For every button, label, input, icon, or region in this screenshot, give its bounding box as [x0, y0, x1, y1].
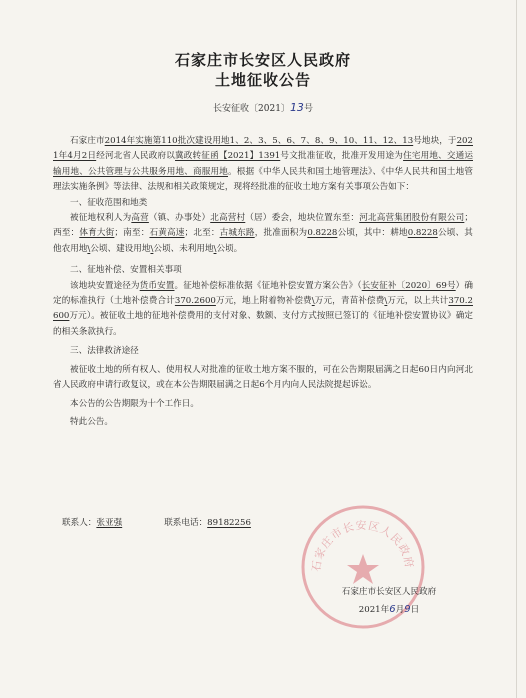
intro-text: 号地块，于	[413, 136, 457, 146]
s1-text: 公顷、建设用地	[90, 243, 151, 254]
s1-text: 公顷。	[216, 243, 243, 254]
s2-attachment-compensation: \	[311, 296, 315, 307]
s1-text: 被征地权利人为	[70, 213, 132, 224]
notice-period: 本公告的公告期限为十个工作日。	[70, 398, 199, 409]
scan-edge	[516, 0, 517, 698]
s1-text: ；南至：	[114, 228, 150, 239]
s1-text: ，批准面积为	[254, 228, 308, 239]
doc-number-suffix: 号	[303, 104, 313, 114]
signature-day: 9	[404, 604, 411, 615]
signature-year: 2021年	[358, 605, 390, 615]
signature-org: 石家庄市长安区人民政府	[341, 587, 437, 597]
s1-other-farm-area: \	[87, 243, 91, 254]
s1-north-boundary: 古城东路	[219, 228, 255, 239]
s1-east-boundary: 河北高营集团股份有限公司	[359, 213, 465, 224]
s1-text: 公顷，其中：耕地	[337, 228, 408, 239]
contact-person-label: 联系人：	[62, 518, 97, 528]
contact-phone-label: 联系电话：	[164, 518, 208, 528]
s1-text: 公顷、其他农用地	[53, 228, 473, 254]
s2-text: 万元，以上共计	[387, 296, 449, 307]
section3-heading: 三、法律救济途径	[70, 346, 139, 357]
section2-paragraph	[53, 279, 473, 341]
intro-text: 号文批准征收，批准开发用途为	[280, 151, 404, 162]
section1-paragraph	[53, 211, 473, 257]
seal-text: 石家庄市长安区人民政府	[309, 518, 417, 573]
s2-text: 万元）。被征收土地的征地补偿费用的支付对象、数额、支付方式按照已签订的《征地补偿安置协议》确定的相关条款执行。	[53, 311, 473, 337]
signature-date	[314, 601, 464, 619]
intro-text: 经河北省人民政府以	[96, 151, 176, 162]
doc-number-handwritten: 13	[289, 101, 304, 114]
intro-paragraph	[53, 134, 473, 196]
section1-heading: 一、征收范围和地类	[70, 197, 148, 208]
seal-star-icon	[347, 554, 379, 584]
intro-land-use: 住宅用地、交通运输用地、公共管理与公共服务用地、商服用地	[53, 151, 473, 177]
s2-text: 万元，地上附着物补偿费	[215, 296, 312, 307]
s2-text: ）确定的标准执行（土地补偿费合计	[53, 280, 473, 307]
s2-crop-compensation: \	[384, 296, 388, 307]
notice-body	[53, 134, 473, 430]
contact-info	[62, 516, 422, 528]
s1-town: 高营	[131, 213, 149, 224]
closing-remark: 特此公告。	[70, 416, 113, 427]
s2-land-compensation: 370.2600	[174, 296, 216, 307]
intro-text: 石家庄市	[70, 136, 105, 146]
s2-total-compensation: 370.2600	[53, 296, 473, 322]
s1-construction-area: \	[150, 243, 154, 254]
s1-farmland-area: 0.8228	[407, 228, 438, 239]
contact-person: 张亚强	[96, 518, 123, 528]
intro-approval-doc: 冀政转征函【2021】1391	[175, 151, 281, 162]
section3-paragraph: 被征收土地的所有权人、使用权人对批准的征收土地方案不服的，可在公告期限届满之日起60日内向河北省人民政府申请行政复议，或在本公告期限届满之日起6个月内向人民法院提起诉讼。	[53, 364, 473, 391]
s1-unused-area: \	[213, 243, 217, 254]
s2-plan-doc: 长安征补〔2020〕69号	[361, 280, 456, 291]
intro-text: 。根据《中华人民共和国土地管理法》、《中华人民共和国土地管理法实施条例》等法律、法规和相关政策规定，现将经批准的征收土地方案有关事项公告如下：	[53, 166, 473, 193]
page-title-line1: 石家庄市长安区人民政府	[174, 51, 351, 69]
section2-heading: 二、征地补偿、安置相关事项	[70, 265, 182, 276]
s1-approved-area: 0.8228	[307, 228, 338, 239]
s1-text: ；北至：	[184, 228, 220, 239]
signature-month: 6	[389, 604, 396, 615]
s1-west-boundary: 体育大街	[79, 228, 115, 239]
s1-village: 北高营村	[210, 213, 246, 224]
intro-batch-field: 2014年实施第110批次建设用地1、2、3、5、6、7、8、9、10、11、12、13	[104, 136, 414, 146]
s2-resettlement-mode: 货币安置	[139, 280, 175, 291]
s1-text: （居）委会，地块位置东至：	[245, 213, 360, 224]
s2-text: 。征地补偿标准依据《征地补偿安置方案公告》（	[174, 280, 362, 291]
intro-approval-date: 2021年4月2日	[53, 136, 473, 162]
signature-day-suffix: 日	[410, 605, 420, 615]
doc-number-prefix: 长安征收〔2021〕	[213, 104, 290, 114]
contact-phone: 89182256	[207, 518, 251, 528]
signature-block	[314, 584, 464, 619]
page-title-line2: 土地征收公告	[214, 71, 311, 89]
document-number	[0, 101, 526, 114]
s1-south-boundary: 石黄高速	[149, 228, 185, 239]
s1-text: 公顷、未利用地	[153, 243, 214, 254]
s1-text: （镇、办事处）	[148, 213, 211, 224]
s1-text: ；西至：	[53, 213, 473, 239]
s2-text: 该地块安置途径为	[70, 280, 140, 291]
signature-month-suffix: 月	[395, 605, 405, 615]
s2-text: 万元，青苗补偿费	[314, 296, 385, 307]
